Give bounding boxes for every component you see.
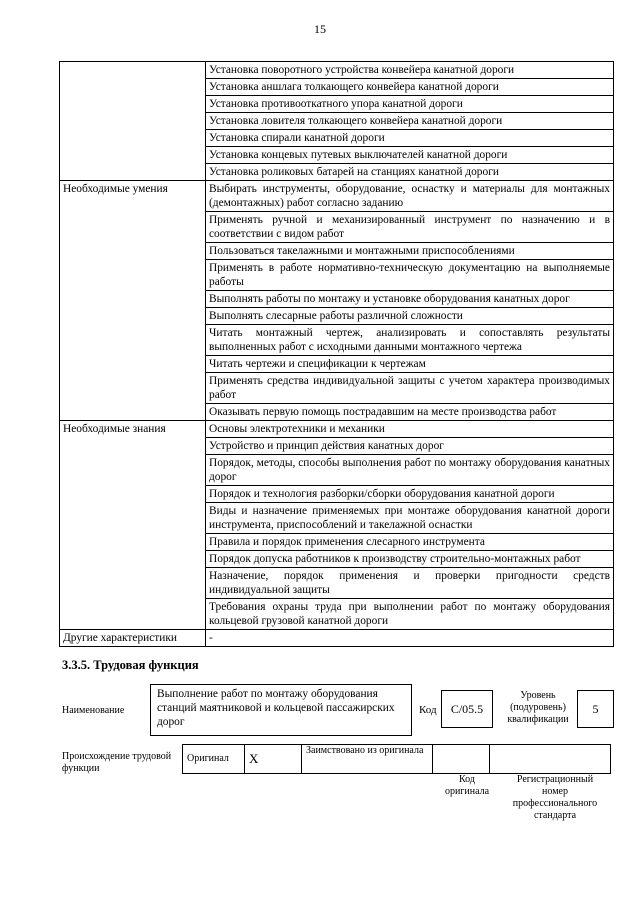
action-row-text: Установка концевых путевых выключателей канатной дороги [206,147,614,164]
skills-label-cell: Необходимые умения [60,181,206,421]
knowledge-row-text: Порядок и технология разборки/сборки оборудования канатной дороги [206,486,614,503]
skill-row [60,181,614,212]
continuation_rows-label-cell [60,62,206,181]
action-row [60,62,614,79]
knowledge-row-text: Порядок, методы, способы выполнения работ по монтажу оборудования канатных дорог [206,455,614,486]
borrowed-label-cell: Заимствовано из оригинала [302,745,433,774]
knowledge-row-text: Требования охраны труда при выполнении работ по монтажу оборудования кольцевой грузовой канатной дороги [206,599,614,630]
skill-row-text: Выполнять работы по монтажу и установке оборудования канатных дорог [206,291,614,308]
origin-label: Происхождение трудовой функции [62,751,172,774]
level-value-box: 5 [577,690,614,728]
skill-row-text: Оказывать первую помощь пострадавшим на месте производства работ [206,404,614,421]
page-number: 15 [314,22,326,36]
original-label-cell: Оригинал [183,745,245,774]
reg-number-cell [490,745,611,774]
skill-row-text: Выбирать инструменты, оборудование, оснастку и материалы для монтажных (демонтажных) работ согласно заданию [206,181,614,212]
name-label: Наименование [62,705,125,716]
skill-row-text: Применять ручной и механизированный инструмент по назначению и в соответствии с видом работ [206,212,614,243]
knowledge-row-text: Правила и порядок применения слесарного инструмента [206,534,614,551]
skill-row-text: Применять в работе нормативно-техническую документацию на выполняемые работы [206,260,614,291]
knowledge-row-text: Порядок допуска работников к производству строительно-монтажных работ [206,551,614,568]
action-row-text: Установка спирали канатной дороги [206,130,614,147]
knowledge-row-text: Основы электротехники и механики [206,421,614,438]
knowledge-row-text: Назначение, порядок применения и проверки пригодности средств индивидуальной защиты [206,568,614,599]
original-mark-cell: X [245,745,302,774]
code-original-cell [433,745,490,774]
reg-number-label: Регистрационный номер профессионального стандарта [512,774,598,821]
knowledge-row [60,421,614,438]
action-row-text: Установка противооткатного упора канатной дороги [206,96,614,113]
origin-table [182,744,611,774]
knowledge-row-text: Виды и назначение применяемых при монтаже оборудования канатной дороги инструмента, приспособлений и такелажной оснастки [206,503,614,534]
skill-row-text: Пользоваться такелажными и монтажными приспособлениями [206,243,614,260]
action-row-text: Установка аншлага толкающего конвейера канатной дороги [206,79,614,96]
action-row-text: Установка ловителя толкающего конвейера канатной дороги [206,113,614,130]
skill-row-text: Читать чертежи и спецификации к чертежам [206,356,614,373]
code-original-label: Код оригинала [444,774,490,797]
action-row-text: Установка поворотного устройства конвейера канатной дороги [206,62,614,79]
code-value-box: С/05.5 [441,690,493,728]
other-label-cell: Другие характеристики [60,630,206,647]
knowledge-row-text: Устройство и принцип действия канатных дорог [206,438,614,455]
level-label: Уровень (подуровень) квалификации [507,690,569,725]
other-row [60,630,614,647]
skill-row-text: Применять средства индивидуальной защиты с учетом характера производимых работ [206,373,614,404]
function-name-box: Выполнение работ по монтажу оборудования станций маятниковой и кольцевой пассажирских дорог [150,684,412,736]
requirements-table [59,61,614,647]
other-value-cell: - [206,630,614,647]
code-label: Код [419,704,437,716]
section-heading: 3.3.5. Трудовая функция [62,658,199,672]
skill-row-text: Читать монтажный чертеж, анализировать и сопоставлять результаты выполненных работ с исходными данными монтажного чертежа [206,325,614,356]
knowledge-label-cell: Необходимые знания [60,421,206,630]
skill-row-text: Выполнять слесарные работы различной сложности [206,308,614,325]
action-row-text: Установка роликовых батарей на станциях канатной дороги [206,164,614,181]
